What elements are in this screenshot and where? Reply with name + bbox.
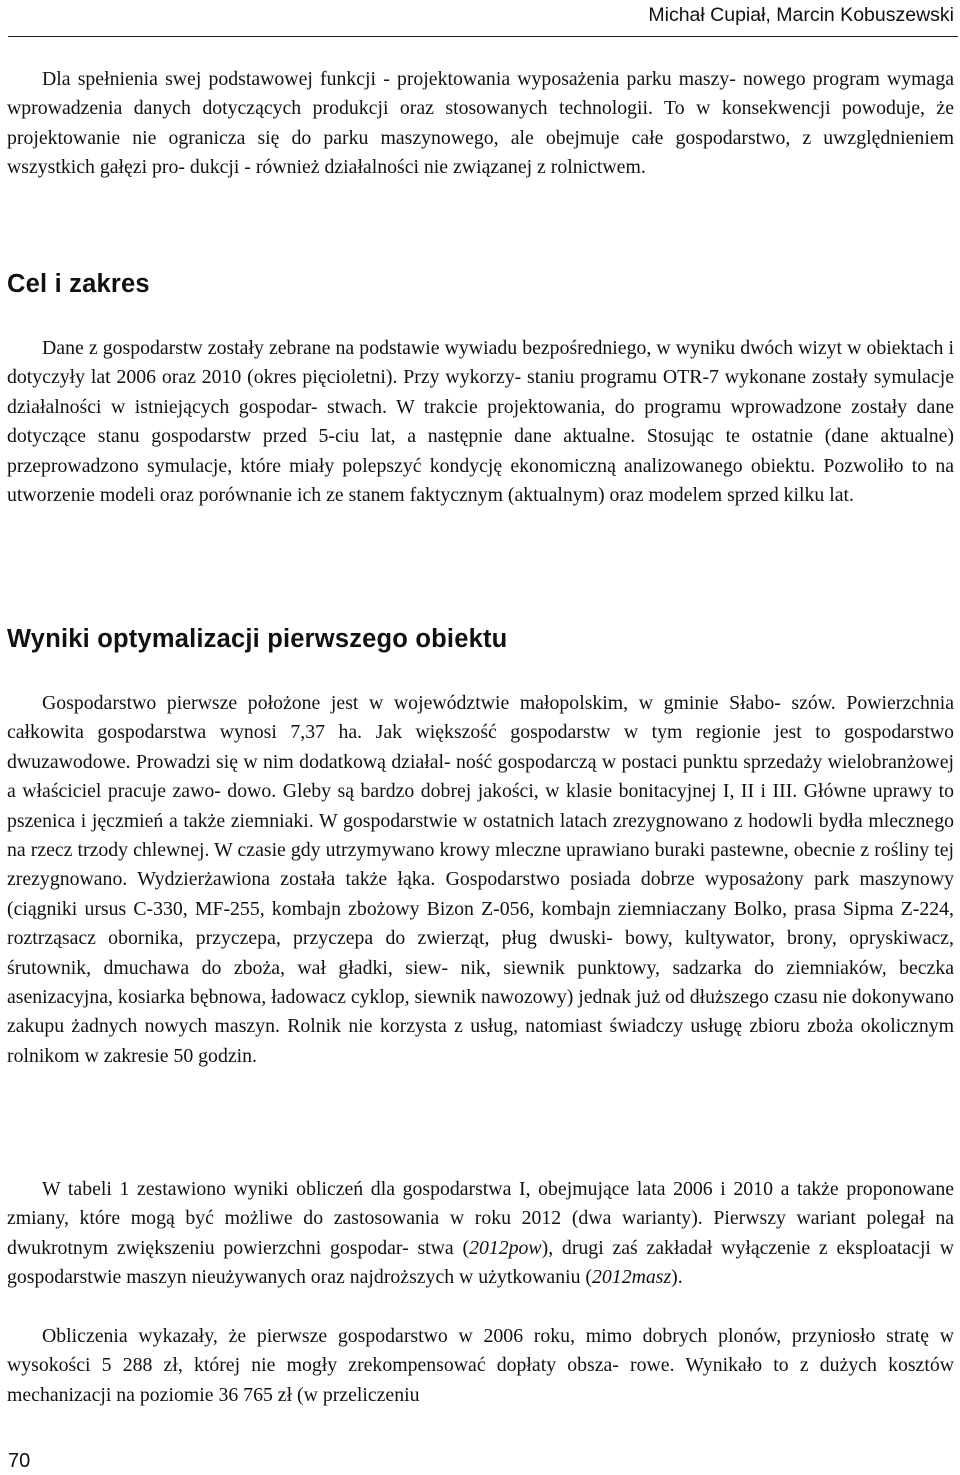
section-heading-wyniki: Wyniki optymalizacji pierwszego obiektu bbox=[7, 625, 508, 653]
results-paragraph-3: Obliczenia wykazały, że pierwsze gospodarstwo w 2006 roku, mimo dobrych plonów, przyniosło stratę w wysokości 5 288 zł, której nie mogły zrekompensować dopłaty obsza- rowe. Wynikało to z dużych kosztów mechanizacji na poziomie 36 765 zł (w przeliczeniu bbox=[7, 1325, 954, 1406]
section-heading-cel-i-zakres: Cel i zakres bbox=[7, 270, 150, 298]
results-paragraph-2 bbox=[7, 1175, 954, 1293]
results-paragraph-1: Gospodarstwo pierwsze położone jest w województwie małopolskim, w gminie Słabo- szów. Powierzchnia całkowita gospodarstwa wynosi 7,37 ha. Jak większość gospodarstw w tym regionie jest to gospodarstwo dwuzawodowe. Prowadzi się w nim dodatkową działal- ność gospodarczą w postaci punktu sprzedaży wielobranżowej a właściciel pracuje zawo- dowo. Gleby są bardzo dobrej jakości, w klasie bonitacyjnej I, II i III. Główne uprawy to pszenica i jęczmień a także ziemniaki. W gospodarstwie w ostatnich latach zrezygnowano z hodowli bydła mlecznego na rzecz trzody chlewnej. W czasie gdy utrzymywano krowy mleczne uprawiano buraki pastewne, obecnie z rośliny tej zrezygnowano. Wydzierżawiona została także łąka. Gospodarstwo posiada dobrze wyposażony park maszynowy (ciągniki ursus C-330, MF-255, kombajn zbożowy Bizon Z-056, kombajn ziemniaczany Bolko, prasa Sipma Z-224, roztrząsacz obornika, przyczepa, przyczepa do zwierząt, pług dwuski- bowy, kultywator, brony, opryskiwacz, śrutownik, dmuchawa do zboża, wał gładki, siew- nik, siewnik punktowy, sadzarka do ziemniaków, beczka asenizacyjna, kosiarka bębnowa, ładowacz cyklop, siewnik nawozowy) jednak już od dłuższego czasu nie dokonywano zakupu żadnych nowych maszyn. Rolnik nie korzysta z usług, natomiast świadczy usługę zbioru zboża okolicznym rolnikom w zakresie 50 godzin. bbox=[7, 692, 954, 1067]
page-number: 70 bbox=[8, 1450, 31, 1472]
intro-paragraph: Dla spełnienia swej podstawowej funkcji - projektowania wyposażenia parku maszy- nowego program wymaga wprowadzenia danych dotyczących produkcji oraz stosowanych technologii. To w konsekwencji powoduje, że projektowanie nie ogranicza się do parku maszynowego, ale obejmuje całe gospodarstwo, z uwzględnieniem wszystkich gałęzi pro- dukcji - również działalności nie związanej z rolnictwem. bbox=[7, 68, 954, 179]
variant-2012masz: 2012masz bbox=[592, 1266, 672, 1289]
results-paragraph-2-part-c: ). bbox=[671, 1266, 683, 1289]
results-paragraph-2-part-b: ), drugi zaś zakładał wyłączenie z eksploatacji w gospodarstwie maszyn nieużywanych oraz najdroższych w użytkowaniu ( bbox=[7, 1236, 954, 1289]
results-paragraph-2-part-a: W tabeli 1 zestawiono wyniki obliczeń dla gospodarstwa I, obejmujące lata 2006 i 2010 a także proponowane zmiany, które mogą być możliwe do zastosowania w roku 2012 (dwa warianty). Pierwszy wariant polegał na dwukrotnym zwiększeniu powierzchni gospodar- stwa ( bbox=[7, 1178, 954, 1259]
section-paragraph-cel-i-zakres: Dane z gospodarstw zostały zebrane na podstawie wywiadu bezpośredniego, w wyniku dwóch wizyt w obiektach i dotyczyły lat 2006 oraz 2010 (okres pięcioletni). Przy wykorzy- staniu programu OTR-7 wykonane zostały symulacje działalności w istniejących gospodar- stwach. W trakcie projektowania, do programu wprowadzone zostały dane dotyczące stanu gospodarstw przed 5-ciu lat, a następnie dane aktualne. Stosując te ostatnie (dane aktualne) przeprowadzono symulacje, które miały polepszyć kondycję ekonomiczną analizowanego obiektu. Pozwoliło to na utworzenie modeli oraz porównanie ich ze stanem faktycznym (aktualnym) oraz modelem sprzed kilku lat. bbox=[7, 337, 954, 507]
variant-2012pow: 2012pow bbox=[469, 1236, 542, 1259]
header-divider bbox=[8, 36, 958, 37]
running-header-authors: Michał Cupiał, Marcin Kobuszewski bbox=[648, 4, 954, 26]
